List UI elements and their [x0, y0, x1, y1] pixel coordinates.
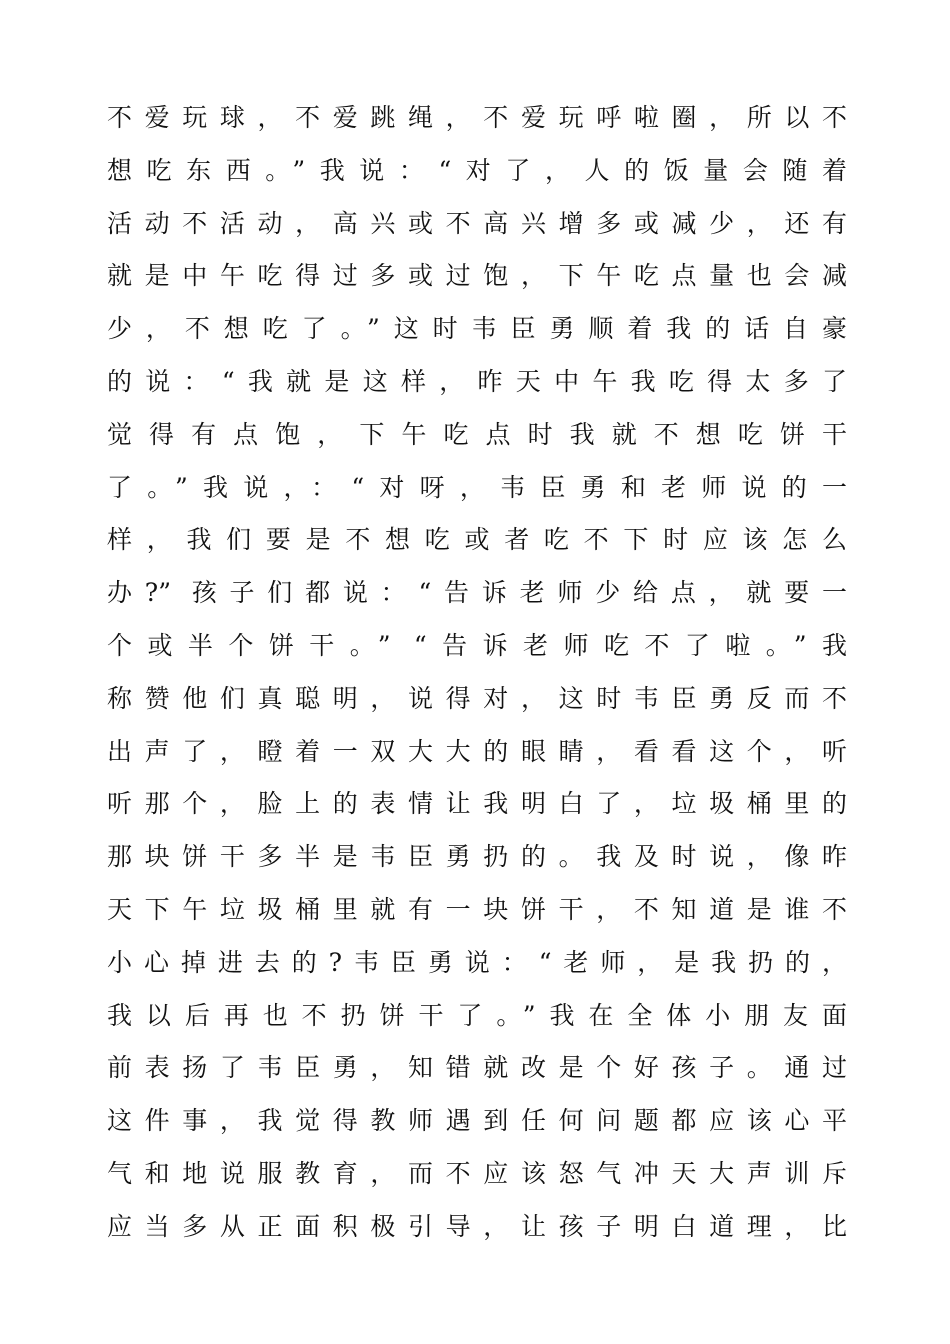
text-line: 了。”我说，：“对呀，韦臣勇和老师说的一	[107, 472, 847, 502]
text-line: 样，我们要是不想吃或者吃不下时应该怎么	[107, 525, 847, 555]
body-text	[107, 92, 847, 1254]
text-line: 办?” 孩子们都说：“告诉老师少给点，就要一	[107, 578, 847, 608]
text-line: 小心掉进去的?韦臣勇说：“老师，是我扔的，	[107, 947, 847, 977]
text-line: 听那个，脸上的表情让我明白了，垃圾桶里的	[107, 789, 847, 819]
text-line: 天下午垃圾桶里就有一块饼干，不知道是谁不	[107, 894, 847, 924]
text-line: 称赞他们真聪明，说得对，这时韦臣勇反而不	[107, 683, 847, 713]
text-line: 我以后再也不扔饼干了。”我在全体小朋友面	[107, 1000, 847, 1030]
text-line: 活动不活动，高兴或不高兴增多或减少，还有	[107, 208, 847, 238]
text-line: 少，不想吃了。”这时韦臣勇顺着我的话自豪	[107, 314, 847, 344]
text-line: 就是中午吃得过多或过饱，下午吃点量也会减	[107, 261, 847, 291]
text-line: 应当多从正面积极引导，让孩子明白道理，比	[107, 1211, 847, 1241]
text-line: 前表扬了韦臣勇，知错就改是个好孩子。通过	[107, 1053, 847, 1083]
text-line: 觉得有点饱，下午吃点时我就不想吃饼干	[107, 419, 847, 449]
text-line: 出声了，瞪着一双大大的眼睛，看看这个，听	[107, 736, 847, 766]
text-line: 不爱玩球，不爱跳绳，不爱玩呼啦圈，所以不	[107, 103, 847, 132]
text-line: 这件事，我觉得教师遇到任何问题都应该心平	[107, 1106, 847, 1136]
text-line: 的说：“我就是这样，昨天中午我吃得太多了	[107, 366, 847, 396]
text-line: 想吃东西。”我说：“对了，人的饭量会随着	[107, 155, 847, 185]
text-line: 气和地说服教育，而不应该怒气冲天大声训斥	[107, 1158, 847, 1188]
text-line: 那块饼干多半是韦臣勇扔的。我及时说，像昨	[107, 842, 847, 872]
text-line: 个或半个饼干。” “告诉老师吃不了啦。”我	[107, 630, 847, 660]
